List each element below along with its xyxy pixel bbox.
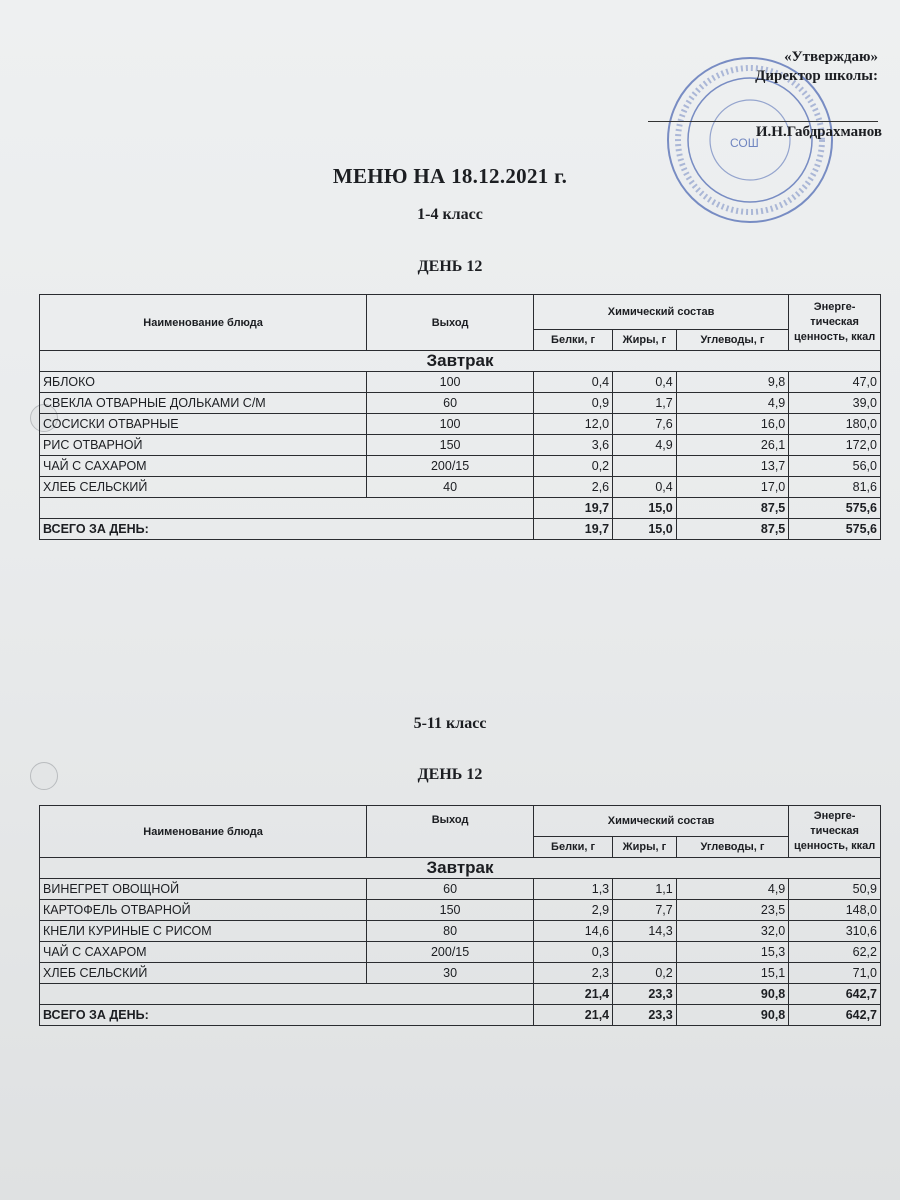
cell-carbs: 32,0 — [676, 921, 789, 942]
cell-carbs: 4,9 — [676, 393, 789, 414]
total-row — [40, 1005, 881, 1026]
cell-name: КНЕЛИ КУРИНЫЕ С РИСОМ — [40, 921, 367, 942]
header-fat: Жиры, г — [613, 837, 677, 858]
cell-output: 150 — [367, 435, 534, 456]
total-energy: 642,7 — [789, 1005, 881, 1026]
header-output: Выход — [367, 806, 534, 858]
cell-output: 150 — [367, 900, 534, 921]
total-label: ВСЕГО ЗА ДЕНЬ: — [40, 1005, 534, 1026]
cell-name: ЧАЙ С САХАРОМ — [40, 942, 367, 963]
cell-output: 100 — [367, 372, 534, 393]
total-fat: 23,3 — [613, 1005, 677, 1026]
cell-carbs: 17,0 — [676, 477, 789, 498]
cell-name: КАРТОФЕЛЬ ОТВАРНОЙ — [40, 900, 367, 921]
header-energy: Энерге-тическая ценность, ккал — [789, 295, 881, 351]
cell-energy: 71,0 — [789, 963, 881, 984]
cell-carbs: 26,1 — [676, 435, 789, 456]
subtotal-carbs: 87,5 — [676, 498, 789, 519]
total-fat: 15,0 — [613, 519, 677, 540]
cell-energy: 180,0 — [789, 414, 881, 435]
cell-fat — [613, 942, 677, 963]
cell-output: 60 — [367, 393, 534, 414]
cell-output: 200/15 — [367, 456, 534, 477]
cell-fat: 0,2 — [613, 963, 677, 984]
subtotal-protein: 21,4 — [533, 984, 612, 1005]
table-row — [40, 900, 881, 921]
cell-protein: 0,4 — [533, 372, 612, 393]
meal-label: Завтрак — [40, 858, 881, 879]
cell-fat: 0,4 — [613, 477, 677, 498]
cell-protein: 1,3 — [533, 879, 612, 900]
cell-name: ХЛЕБ СЕЛЬСКИЙ — [40, 963, 367, 984]
header-name: Наименование блюда — [40, 806, 367, 858]
menu-rows — [40, 879, 881, 984]
header-carbs: Углеводы, г — [676, 330, 789, 351]
cell-protein: 2,6 — [533, 477, 612, 498]
cell-energy: 39,0 — [789, 393, 881, 414]
cell-energy: 50,9 — [789, 879, 881, 900]
table-row — [40, 879, 881, 900]
subtotal-fat: 15,0 — [613, 498, 677, 519]
table-row — [40, 963, 881, 984]
header-energy: Энерге-тическая ценность, ккал — [789, 806, 881, 858]
header-chem: Химический состав — [533, 295, 788, 330]
table-row — [40, 477, 881, 498]
cell-fat: 7,6 — [613, 414, 677, 435]
table-row — [40, 414, 881, 435]
table-row — [40, 393, 881, 414]
cell-fat: 1,7 — [613, 393, 677, 414]
cell-fat: 0,4 — [613, 372, 677, 393]
cell-protein: 0,3 — [533, 942, 612, 963]
header-fat: Жиры, г — [613, 330, 677, 351]
cell-output: 200/15 — [367, 942, 534, 963]
signature-line — [648, 121, 878, 122]
subtotal-fat: 23,3 — [613, 984, 677, 1005]
subtotal-energy: 642,7 — [789, 984, 881, 1005]
total-row — [40, 519, 881, 540]
cell-protein: 0,2 — [533, 456, 612, 477]
table-row — [40, 435, 881, 456]
cell-carbs: 4,9 — [676, 879, 789, 900]
cell-output: 30 — [367, 963, 534, 984]
stamp-text: СОШ — [730, 136, 759, 150]
cell-name: ЧАЙ С САХАРОМ — [40, 456, 367, 477]
total-protein: 19,7 — [533, 519, 612, 540]
cell-fat: 1,1 — [613, 879, 677, 900]
cell-output: 60 — [367, 879, 534, 900]
cell-energy: 47,0 — [789, 372, 881, 393]
subtotal-row — [40, 984, 881, 1005]
cell-name: ХЛЕБ СЕЛЬСКИЙ — [40, 477, 367, 498]
menu-rows — [40, 372, 881, 498]
cell-protein: 3,6 — [533, 435, 612, 456]
cell-fat: 4,9 — [613, 435, 677, 456]
cell-output: 40 — [367, 477, 534, 498]
cell-name: ЯБЛОКО — [40, 372, 367, 393]
cell-carbs: 13,7 — [676, 456, 789, 477]
cell-protein: 0,9 — [533, 393, 612, 414]
approval-label: «Утверждаю» — [784, 49, 878, 65]
menu-table — [39, 805, 881, 1026]
total-protein: 21,4 — [533, 1005, 612, 1026]
cell-fat — [613, 456, 677, 477]
header-output: Выход — [367, 295, 534, 351]
cell-protein: 2,3 — [533, 963, 612, 984]
total-energy: 575,6 — [789, 519, 881, 540]
cell-energy: 56,0 — [789, 456, 881, 477]
cell-carbs: 15,1 — [676, 963, 789, 984]
subtotal-row — [40, 498, 881, 519]
cell-protein: 14,6 — [533, 921, 612, 942]
cell-name: СВЕКЛА ОТВАРНЫЕ ДОЛЬКАМИ С/М — [40, 393, 367, 414]
day-label: ДЕНЬ 12 — [417, 258, 483, 275]
table-row — [40, 921, 881, 942]
subtotal-protein: 19,7 — [533, 498, 612, 519]
cell-fat: 7,7 — [613, 900, 677, 921]
cell-name: РИС ОТВАРНОЙ — [40, 435, 367, 456]
cell-carbs: 23,5 — [676, 900, 789, 921]
cell-name: СОСИСКИ ОТВАРНЫЕ — [40, 414, 367, 435]
director-label: Директор школы: — [755, 68, 878, 84]
header-name: Наименование блюда — [40, 295, 367, 351]
cell-name: ВИНЕГРЕТ ОВОЩНОЙ — [40, 879, 367, 900]
cell-energy: 148,0 — [789, 900, 881, 921]
header-protein: Белки, г — [533, 330, 612, 351]
table-row — [40, 942, 881, 963]
menu-table — [39, 294, 881, 540]
header-chem: Химический состав — [533, 806, 788, 837]
subtotal-carbs: 90,8 — [676, 984, 789, 1005]
cell-output: 80 — [367, 921, 534, 942]
cell-carbs: 15,3 — [676, 942, 789, 963]
cell-carbs: 9,8 — [676, 372, 789, 393]
class-label: 1-4 класс — [417, 206, 483, 223]
cell-energy: 62,2 — [789, 942, 881, 963]
cell-energy: 81,6 — [789, 477, 881, 498]
table-row — [40, 372, 881, 393]
cell-output: 100 — [367, 414, 534, 435]
cell-fat: 14,3 — [613, 921, 677, 942]
subtotal-energy: 575,6 — [789, 498, 881, 519]
meal-label: Завтрак — [40, 351, 881, 372]
total-carbs: 90,8 — [676, 1005, 789, 1026]
class-label: 5-11 класс — [413, 715, 487, 732]
signer-name: И.Н.Габдрахманов — [755, 124, 882, 140]
cell-energy: 172,0 — [789, 435, 881, 456]
cell-energy: 310,6 — [789, 921, 881, 942]
cell-carbs: 16,0 — [676, 414, 789, 435]
approval-block — [755, 48, 878, 86]
page-title: МЕНЮ НА 18.12.2021 г. — [332, 164, 568, 188]
cell-protein: 2,9 — [533, 900, 612, 921]
total-label: ВСЕГО ЗА ДЕНЬ: — [40, 519, 534, 540]
total-carbs: 87,5 — [676, 519, 789, 540]
table-row — [40, 456, 881, 477]
cell-protein: 12,0 — [533, 414, 612, 435]
day-label: ДЕНЬ 12 — [417, 766, 483, 783]
header-carbs: Углеводы, г — [676, 837, 789, 858]
header-protein: Белки, г — [533, 837, 612, 858]
